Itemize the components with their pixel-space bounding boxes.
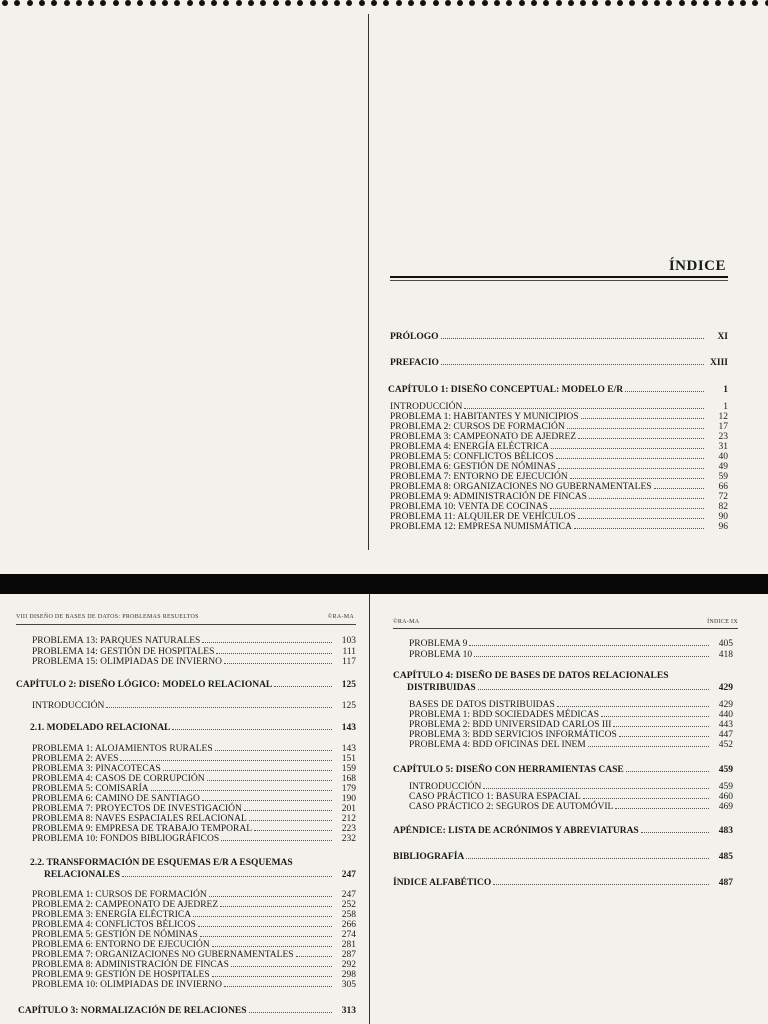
toc-entry[interactable]: [393, 765, 733, 776]
index-title: ÍNDICE: [668, 258, 726, 274]
header-rule: [16, 624, 356, 625]
toc-page-number: 298: [341, 970, 356, 980]
perforation-dot: [408, 0, 414, 6]
toc-page-number: 201: [341, 804, 356, 814]
toc-leader-dots: [574, 528, 704, 529]
perforation-dot: [223, 0, 229, 6]
toc-entry-label: PROBLEMA 3: PINACOTECAS: [32, 764, 161, 774]
toc-leader-dots: [550, 508, 704, 509]
toc-entry-label: PROBLEMA 10: VENTA DE COCINAS: [390, 502, 548, 512]
toc-page-number: 287: [341, 950, 356, 960]
toc-entry-label: PROBLEMA 9: ADMINISTRACIÓN DE FINCAS: [390, 492, 587, 502]
toc-entry-label: PROBLEMA 4: CASOS DE CORRUPCIÓN: [32, 774, 205, 784]
perforation-dot: [420, 0, 426, 6]
toc-entry-label: CAPÍTULO 2: DISEÑO LÓGICO: MODELO RELACIONAL: [16, 680, 273, 690]
toc-page-number: 313: [341, 1006, 356, 1016]
perforation-dot: [137, 0, 143, 6]
toc-entry-label: BIBLIOGRAFÍA: [393, 852, 465, 862]
toc-page-number: 23: [718, 432, 728, 442]
perforation-dot: [51, 0, 57, 6]
toc-entry[interactable]: [393, 683, 733, 694]
toc-entry-label: DISTRIBUIDAS: [407, 683, 476, 693]
toc-entry-heading-line: CAPÍTULO 4: DISEÑO DE BASES DE DATOS RELACIONALES: [393, 671, 669, 681]
perforation-dot: [39, 0, 45, 6]
perforation-dot: [2, 0, 8, 6]
perforation-dot: [199, 0, 205, 6]
toc-entry-label: PROBLEMA 9: EMPRESA DE TRABAJO TEMPORAL: [32, 824, 253, 834]
toc-entry-label: PROBLEMA 2: BDD UNIVERSIDAD CARLOS III: [409, 720, 612, 730]
toc-page-number: 151: [341, 754, 356, 764]
toc-page-number: 469: [718, 802, 733, 812]
bottom-spread: [0, 594, 768, 1024]
toc-page-number: 168: [341, 774, 356, 784]
toc-leader-dots: [151, 790, 332, 791]
perforation-dot: [543, 0, 549, 6]
toc-page-number: 72: [718, 492, 728, 502]
toc-entry-label: 2.1. MODELADO RELACIONAL: [30, 723, 171, 733]
toc-entry[interactable]: [393, 852, 733, 863]
perforation-dot: [556, 0, 562, 6]
toc-page-number: 274: [341, 930, 356, 940]
toc-entry-label: PROBLEMA 7: PROYECTOS DE INVESTIGACIÓN: [32, 804, 242, 814]
toc-entry-label: PROBLEMA 8: ADMINISTRACIÓN DE FINCAS: [32, 960, 229, 970]
perforation-dot: [125, 0, 131, 6]
toc-leader-dots: [224, 986, 332, 987]
toc-leader-dots: [249, 820, 332, 821]
toc-leader-dots: [641, 832, 709, 833]
perforation-dot: [580, 0, 586, 6]
toc-leader-dots: [274, 686, 332, 687]
toc-page-number: 447: [718, 730, 733, 740]
toc-entry[interactable]: [393, 878, 733, 889]
toc-leader-dots: [122, 876, 332, 877]
toc-entry[interactable]: [409, 639, 733, 650]
toc-entry-label: PROBLEMA 2: AVES: [32, 754, 119, 764]
toc-entry-label: CASO PRÁCTICO 2: SEGUROS DE AUTOMÓVIL: [409, 802, 614, 812]
perforation-dot: [113, 0, 119, 6]
toc-entry[interactable]: [18, 1006, 356, 1017]
toc-leader-dots: [558, 468, 704, 469]
toc-entry-label: PROBLEMA 6: GESTIÓN DE NÓMINAS: [390, 462, 556, 472]
toc-entry-label: PROBLEMA 3: ENERGÍA ELÉCTRICA: [32, 910, 192, 920]
perforation-dot: [346, 0, 352, 6]
toc-leader-dots: [202, 642, 332, 643]
toc-entry-label: PROBLEMA 5: GESTIÓN DE NÓMINAS: [32, 930, 198, 940]
toc-entry[interactable]: [30, 870, 356, 881]
toc-page-number: 487: [718, 878, 733, 888]
perforation-dot: [150, 0, 156, 6]
perforation-dot: [260, 0, 266, 6]
perforation-dot: [322, 0, 328, 6]
toc-page-number: 1: [723, 385, 728, 395]
perforation-dot: [371, 0, 377, 6]
toc-entry-label: APÉNDICE: LISTA DE ACRÓNIMOS Y ABREVIATURAS: [393, 826, 639, 836]
toc-entry-label: RELACIONALES: [44, 870, 121, 880]
toc-leader-dots: [464, 408, 704, 409]
toc-page-number: 111: [342, 647, 356, 657]
toc-entry-label: PROBLEMA 1: HABITANTES Y MUNICIPIOS: [390, 412, 579, 422]
toc-entry-label: CAPÍTULO 5: DISEÑO CON HERRAMIENTAS CASE: [393, 765, 624, 775]
toc-leader-dots: [200, 936, 332, 937]
toc-entry[interactable]: [32, 980, 356, 991]
toc-leader-dots: [220, 906, 332, 907]
toc-leader-dots: [551, 448, 704, 449]
toc-entry-label: PROBLEMA 13: PARQUES NATURALES: [32, 636, 201, 646]
perforation-dot: [396, 0, 402, 6]
top-spread: [0, 14, 768, 574]
perforation-dot: [592, 0, 598, 6]
toc-entry[interactable]: [409, 802, 733, 813]
perforation-dot: [469, 0, 475, 6]
perforation-dot: [531, 0, 537, 6]
toc-entry-label: PROBLEMA 4: BDD OFICINAS DEL INEM: [409, 740, 586, 750]
toc-leader-dots: [619, 736, 709, 737]
perforation-dot: [765, 0, 768, 6]
toc-page-number: 82: [718, 502, 728, 512]
toc-entry-label: ÍNDICE ALFABÉTICO: [393, 878, 492, 888]
perforation-dot: [76, 0, 82, 6]
toc-page-number: 258: [341, 910, 356, 920]
toc-entry[interactable]: [390, 522, 728, 533]
perforation-strip: [0, 0, 768, 14]
toc-leader-dots: [212, 946, 332, 947]
toc-entry-label: BASES DE DATOS DISTRIBUIDAS: [409, 700, 555, 710]
toc-entry-label: PROBLEMA 5: COMISARÍA: [32, 784, 149, 794]
bottom-right-page: [371, 594, 768, 1024]
perforation-dot: [433, 0, 439, 6]
toc-leader-dots: [296, 956, 332, 957]
perforation-dot: [617, 0, 623, 6]
perforation-dot: [752, 0, 758, 6]
toc-leader-dots: [615, 808, 709, 809]
toc-page-number: 305: [341, 980, 356, 990]
toc-leader-dots: [474, 656, 709, 657]
toc-leader-dots: [120, 760, 332, 761]
toc-page-number: XI: [717, 332, 728, 342]
toc-page-number: 143: [341, 744, 356, 754]
toc-entry-label: CAPÍTULO 1: DISEÑO CONCEPTUAL: MODELO E/R: [388, 385, 624, 395]
toc-leader-dots: [212, 976, 332, 977]
toc-entry-label: PROBLEMA 7: ENTORNO DE EJECUCIÓN: [390, 472, 568, 482]
toc-entry[interactable]: [32, 636, 356, 647]
toc-leader-dots: [613, 726, 709, 727]
toc-page-number: 90: [718, 512, 728, 522]
perforation-dot: [310, 0, 316, 6]
top-gutter-line: [368, 14, 369, 550]
toc-page-number: 125: [341, 701, 356, 711]
perforation-dot: [519, 0, 525, 6]
toc-entry-label: PROBLEMA 2: CURSOS DE FORMACIÓN: [390, 422, 565, 432]
perforation-dot: [605, 0, 611, 6]
toc-leader-dots: [163, 770, 332, 771]
perforation-dot: [187, 0, 193, 6]
toc-entry-label: PROBLEMA 9: [409, 639, 468, 649]
toc-leader-dots: [244, 810, 332, 811]
toc-entry[interactable]: [390, 358, 728, 369]
perforation-dot: [506, 0, 512, 6]
toc-entry-label: PROBLEMA 8: NAVES ESPACIALES RELACIONAL: [32, 814, 247, 824]
toc-entry-label: PROBLEMA 6: ENTORNO DE EJECUCIÓN: [32, 940, 210, 950]
toc-page-number: XIII: [710, 358, 728, 368]
title-rule: [390, 276, 728, 282]
toc-entry[interactable]: [390, 332, 728, 343]
toc-leader-dots: [626, 771, 709, 772]
toc-leader-dots: [441, 338, 704, 339]
toc-page-number: 190: [341, 794, 356, 804]
toc-leader-dots: [581, 418, 704, 419]
toc-page-number: 31: [718, 442, 728, 452]
toc-leader-dots: [254, 830, 332, 831]
toc-leader-dots: [478, 689, 709, 690]
toc-page-number: 12: [718, 412, 728, 422]
toc-entry-label: INTRODUCCIÓN: [32, 701, 105, 711]
toc-leader-dots: [625, 391, 704, 392]
toc-entry-label: PROBLEMA 1: ALOJAMIENTOS RURALES: [32, 744, 213, 754]
header-rule-right: [393, 628, 738, 629]
toc-page-number: 266: [341, 920, 356, 930]
toc-entry[interactable]: [32, 701, 356, 712]
toc-page-number: 452: [718, 740, 733, 750]
toc-page-number: 159: [341, 764, 356, 774]
toc-page-number: 483: [718, 826, 733, 836]
toc-page-number: 1: [723, 402, 728, 412]
toc-entry[interactable]: [32, 834, 356, 845]
perforation-dot: [248, 0, 254, 6]
toc-leader-dots: [557, 706, 709, 707]
toc-page-number: 17: [718, 422, 728, 432]
perforation-dot: [728, 0, 734, 6]
toc-entry-label: PREFACIO: [390, 358, 439, 368]
toc-leader-dots: [578, 518, 704, 519]
toc-page-number: 440: [718, 710, 733, 720]
running-header-left: VIII DISEÑO DE BASES DE DATOS: PROBLEMAS RESUELTOS: [16, 614, 199, 620]
toc-entry-label: PROBLEMA 12: EMPRESA NUMISMÁTICA: [390, 522, 572, 532]
toc-page-number: 429: [718, 683, 733, 693]
toc-entry[interactable]: [409, 650, 733, 661]
perforation-dot: [654, 0, 660, 6]
perforation-dot: [285, 0, 291, 6]
toc-entry-label: PROBLEMA 1: BDD SOCIEDADES MÉDICAS: [409, 710, 600, 720]
perforation-dot: [629, 0, 635, 6]
toc-leader-dots: [469, 645, 709, 646]
top-right-page: [370, 14, 768, 574]
toc-leader-dots: [589, 498, 704, 499]
running-header-publisher: ©RA-MA: [327, 614, 354, 620]
toc-page-number: 459: [718, 782, 733, 792]
toc-entry-label: PROBLEMA 14: GESTIÓN DE HOSPITALES: [32, 647, 215, 657]
toc-entry[interactable]: [388, 385, 728, 396]
perforation-dot: [211, 0, 217, 6]
toc-leader-dots: [207, 780, 332, 781]
toc-entry-label: PROBLEMA 8: ORGANIZACIONES NO GUBERNAMENTALES: [390, 482, 652, 492]
perforation-dot: [359, 0, 365, 6]
toc-entry-label: PROBLEMA 10: [409, 650, 473, 660]
page-separator-band: [0, 574, 768, 594]
toc-entry-label: PROBLEMA 6: CAMINO DE SANTIAGO: [32, 794, 200, 804]
toc-leader-dots: [588, 746, 709, 747]
perforation-dot: [679, 0, 685, 6]
toc-page-number: 281: [341, 940, 356, 950]
toc-leader-dots: [198, 926, 332, 927]
toc-page-number: 232: [341, 834, 356, 844]
perforation-dot: [88, 0, 94, 6]
perforation-dot: [691, 0, 697, 6]
toc-page-number: 247: [341, 890, 356, 900]
toc-entry-label: PROBLEMA 7: ORGANIZACIONES NO GUBERNAMENTALES: [32, 950, 294, 960]
toc-entry[interactable]: [409, 740, 733, 751]
toc-entry-label: CASO PRÁCTICO 1: BASURA ESPACIAL: [409, 792, 581, 802]
perforation-dot: [568, 0, 574, 6]
toc-page-number: 96: [718, 522, 728, 532]
toc-leader-dots: [216, 653, 332, 654]
toc-entry-label: PROBLEMA 4: ENERGÍA ELÉCTRICA: [390, 442, 550, 452]
toc-page-number: 485: [718, 852, 733, 862]
toc-leader-dots: [221, 840, 332, 841]
perforation-dot: [297, 0, 303, 6]
toc-entry[interactable]: [30, 723, 356, 734]
toc-leader-dots: [106, 707, 332, 708]
toc-page-number: 418: [718, 650, 733, 660]
perforation-dot: [642, 0, 648, 6]
toc-page-number: 66: [718, 482, 728, 492]
toc-leader-dots: [556, 458, 704, 459]
toc-entry-label: INTRODUCCIÓN: [390, 402, 463, 412]
toc-page-number: 252: [341, 900, 356, 910]
toc-entry[interactable]: [32, 657, 356, 668]
toc-page-number: 443: [718, 720, 733, 730]
bottom-left-page: [0, 594, 368, 1024]
toc-page-number: 179: [341, 784, 356, 794]
toc-entry-label: PROBLEMA 9: GESTIÓN DE HOSPITALES: [32, 970, 210, 980]
toc-page-number: 103: [341, 636, 356, 646]
toc-entry[interactable]: [393, 826, 733, 837]
toc-entry-label: INTRODUCCIÓN: [409, 782, 482, 792]
toc-leader-dots: [172, 729, 332, 730]
running-header-publisher-right: ©RA-MA: [393, 619, 420, 625]
toc-leader-dots: [441, 364, 704, 365]
toc-leader-dots: [483, 788, 709, 789]
perforation-dot: [482, 0, 488, 6]
toc-page-number: 59: [718, 472, 728, 482]
toc-entry-label: PRÓLOGO: [390, 332, 439, 342]
toc-page-number: 125: [341, 680, 356, 690]
perforation-dot: [14, 0, 20, 6]
toc-entry[interactable]: [16, 680, 356, 691]
toc-entry-label: PROBLEMA 4: CONFLICTOS BÉLICOS: [32, 920, 196, 930]
toc-leader-dots: [231, 966, 332, 967]
toc-leader-dots: [466, 858, 709, 859]
bottom-gutter-line: [369, 594, 370, 1024]
toc-leader-dots: [570, 478, 704, 479]
toc-entry-label: PROBLEMA 15: OLIMPIADAS DE INVIERNO: [32, 657, 223, 667]
toc-leader-dots: [193, 916, 332, 917]
toc-leader-dots: [493, 884, 709, 885]
perforation-dot: [273, 0, 279, 6]
toc-page-number: 247: [341, 870, 356, 880]
toc-entry-label: PROBLEMA 10: FONDOS BIBLIOGRÁFICOS: [32, 834, 220, 844]
toc-entry-label: PROBLEMA 11: ALQUILER DE VEHÍCULOS: [390, 512, 576, 522]
toc-page-number: 40: [718, 452, 728, 462]
perforation-dot: [64, 0, 70, 6]
perforation-dot: [100, 0, 106, 6]
toc-entry-label: PROBLEMA 2: CAMPEONATO DE AJEDREZ: [32, 900, 219, 910]
perforation-dot: [666, 0, 672, 6]
toc-entry-label: PROBLEMA 5: CONFLICTOS BÉLICOS: [390, 452, 554, 462]
perforation-dot: [383, 0, 389, 6]
running-header-right: ÍNDICE IX: [707, 619, 738, 625]
toc-entry-label: PROBLEMA 3: BDD SERVICIOS INFORMÁTICOS: [409, 730, 617, 740]
toc-leader-dots: [583, 798, 709, 799]
perforation-dot: [236, 0, 242, 6]
perforation-dot: [703, 0, 709, 6]
toc-entry-label: PROBLEMA 10: OLIMPIADAS DE INVIERNO: [32, 980, 223, 990]
perforation-dot: [162, 0, 168, 6]
toc-page-number: 212: [341, 814, 356, 824]
toc-entry-label: PROBLEMA 1: CURSOS DE FORMACIÓN: [32, 890, 207, 900]
toc-leader-dots: [224, 663, 332, 664]
toc-leader-dots: [202, 800, 332, 801]
perforation-dot: [334, 0, 340, 6]
toc-leader-dots: [215, 750, 332, 751]
toc-entry-heading-line: 2.2. TRANSFORMACIÓN DE ESQUEMAS E/R A ESQUEMAS: [30, 858, 293, 868]
toc-page-number: 292: [341, 960, 356, 970]
perforation-dot: [494, 0, 500, 6]
toc-page-number: 405: [718, 639, 733, 649]
toc-page-number: 223: [341, 824, 356, 834]
toc-page-number: 429: [718, 700, 733, 710]
toc-page-number: 143: [341, 723, 356, 733]
toc-leader-dots: [601, 716, 709, 717]
perforation-dot: [740, 0, 746, 6]
toc-page-number: 117: [342, 657, 356, 667]
toc-leader-dots: [249, 1012, 332, 1013]
perforation-dot: [27, 0, 33, 6]
toc-leader-dots: [567, 428, 704, 429]
perforation-dot: [174, 0, 180, 6]
perforation-dot: [715, 0, 721, 6]
toc-page-number: 459: [718, 765, 733, 775]
toc-page-number: 460: [718, 792, 733, 802]
toc-leader-dots: [654, 488, 704, 489]
perforation-dot: [457, 0, 463, 6]
toc-page-number: 49: [718, 462, 728, 472]
toc-entry-label: PROBLEMA 3: CAMPEONATO DE AJEDREZ: [390, 432, 577, 442]
toc-leader-dots: [578, 438, 704, 439]
toc-entry-label: CAPÍTULO 3: NORMALIZACIÓN DE RELACIONES: [18, 1006, 247, 1016]
toc-leader-dots: [209, 896, 332, 897]
perforation-dot: [445, 0, 451, 6]
